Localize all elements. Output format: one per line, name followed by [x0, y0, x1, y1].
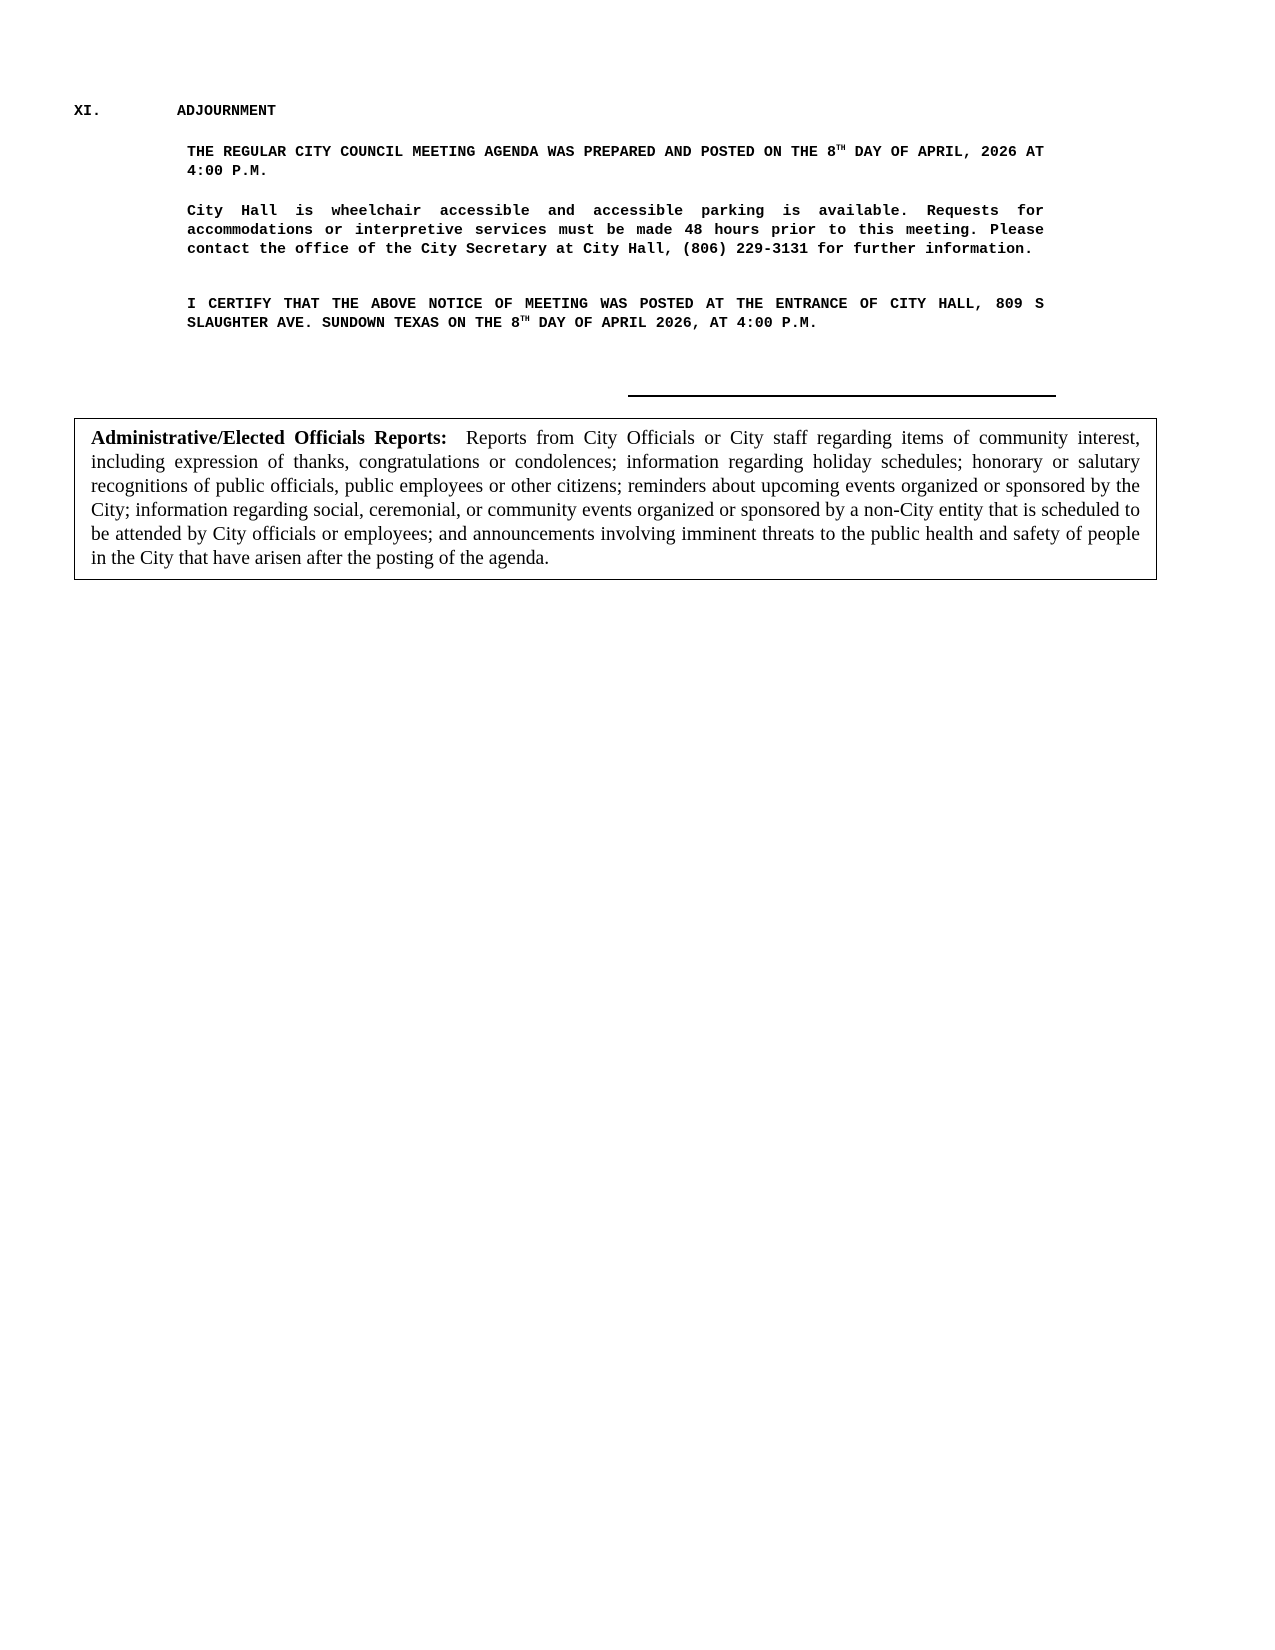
certification-text-end: DAY OF APRIL 2026, AT 4:00 P.M. — [529, 315, 818, 332]
posting-notice-text-end: DAY OF APRIL, 2026 AT 4:00 P.M. — [187, 144, 1044, 180]
section-number: XI. — [74, 103, 102, 120]
accessibility-notice: City Hall is wheelchair accessible and accessible parking is available. Requests for accommodations or interpretive services must be made 48 hours prior to this meeting. Please contact the office of the City Secretary at City Hall, (806) 229-3131 for further information. — [187, 203, 1044, 258]
certification-ordinal-suffix: TH — [520, 315, 530, 324]
posting-notice-ordinal-suffix: TH — [835, 144, 846, 153]
posting-notice-text-start: THE REGULAR CITY COUNCIL MEETING AGENDA WAS PREPARED AND POSTED ON THE 8 — [187, 144, 836, 161]
certification-notice — [187, 295, 1044, 333]
certification-text-start: I CERTIFY THAT THE ABOVE NOTICE OF MEETING WAS POSTED AT THE ENTRANCE OF CITY HALL, 809 S SLAUGHTER AVE. SUNDOWN TEXAS ON THE 8 — [187, 296, 1044, 332]
officials-reports-heading: Administrative/Elected Officials Reports: — [91, 428, 448, 449]
officials-reports-box — [74, 418, 1157, 580]
signature-line — [628, 395, 1056, 397]
section-title: ADJOURNMENT — [177, 103, 277, 120]
posting-notice — [187, 143, 1044, 181]
officials-reports-body: Reports from City Officials or City staff regarding items of community interest, including expression of thanks, congratulations or condolences; information regarding holiday schedules; honorary or salutary recognitions of public officials, public employees or other citizens; reminders about upcoming events organized or sponsored by the City; information regarding social, ceremonial, or community events organized or sponsored by a non-City entity that is scheduled to be attended by City officials or employees; and announcements involving imminent threats to the public health and safety of people in the City that have arisen after the posting of the agenda. — [91, 428, 1141, 569]
